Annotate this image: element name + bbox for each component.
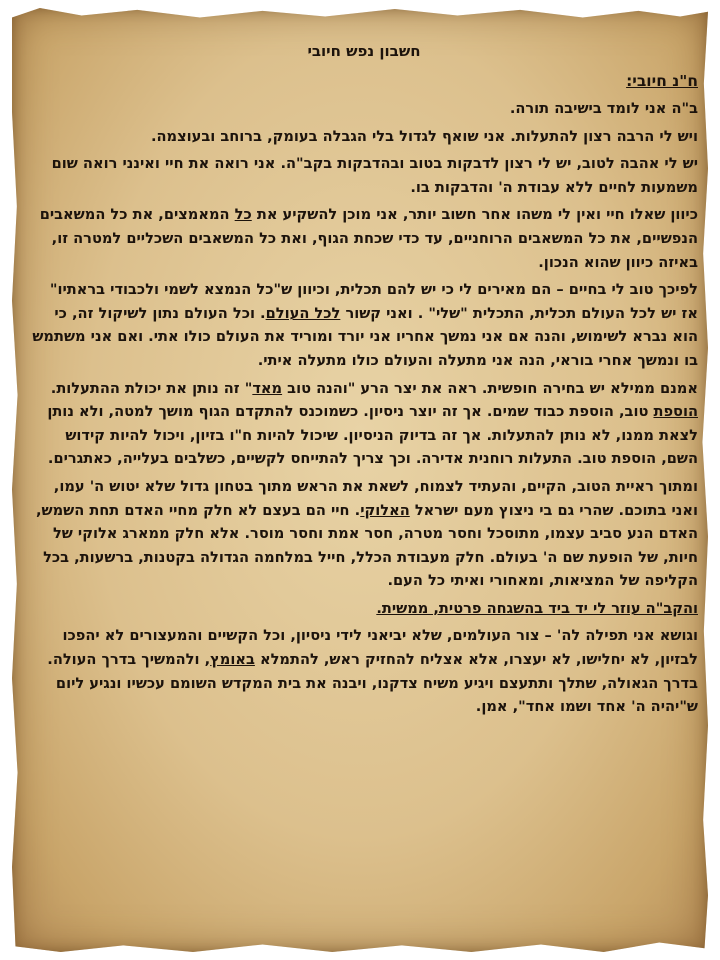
- paragraph: [30, 278, 698, 372]
- paragraph-text: , ולהמשיך בדרך העולה. בדרך הגאולה, שתלך ותתעצם ויגיע משיח צדקנו, ויבנה את בית המקדש השומם עכשיו ונגיע ליום ש"יהיה ה' אחד ושמו אחד", אמן.: [47, 651, 698, 716]
- underlined-text: והקב"ה עוזר לי יד ביד בהשגחה פרטית, ממשית.: [376, 599, 698, 617]
- paragraph-text: " זה נותן את יכולת ההתעלות.: [50, 379, 253, 397]
- underlined-text: האלוקי: [360, 501, 410, 519]
- paragraph-text: כיוון שאלו חיי ואין לי משהו אחר חשוב יותר, אני מוכן להשקיע את: [251, 206, 698, 224]
- paragraph: [30, 475, 698, 593]
- paragraph-text: אמנם ממילא יש בחירה חופשית. ראה את יצר הרע "והנה טוב: [282, 379, 698, 397]
- section-heading: ח"נ חיובי:: [626, 72, 698, 90]
- paragraph: [30, 125, 698, 149]
- paragraph-text: וגושא אני תפילה לה' – צור העולמים, שלא יביאני לידי ניסיון, וכל הקשיים והמעצורים לא יהפכו לבזיון, לא יחלישו, לא יעצרו, אלא אצליח להחזיק ראש, להתמלא: [62, 627, 698, 669]
- underlined-text: כל: [234, 206, 252, 224]
- paragraph-text: ויש לי הרבה רצון להתעלות. אני שואף לגדול בלי הגבלה בעומק, ברוחב ובעוצמה.: [150, 127, 698, 145]
- paragraph: [30, 152, 698, 199]
- paragraph-text: ב"ה אני לומד בישיבה תורה.: [509, 100, 698, 117]
- document-title: חשבון נפש חיובי: [307, 42, 421, 60]
- paragraph-text: טוב, הוספת כבוד שמים. אך זה יוצר ניסיון. כשמוכנס להתקדם הגוף מושך למטה, ולא נותן לצאת ממנו, לא נותן להתעלות. אך זה בדיוק הניסיון. שיכול להיות ח"ו בזיון, ויכול להיות קידוש השם, הוספת טוב. התעלות רוחנית אדירה. וכך צריך להתייחס לקשיים, כשלבים בעלייה, כאתגרים.: [47, 403, 698, 468]
- paragraph-text: המאמצים, את כל המשאבים הנפשיים, את כל המשאבים הרוחניים, עד כדי שכחת הגוף, ואת כל המשאבים השכליים למטרה זו, באיזה כיוון שהוא הנכון.: [39, 206, 698, 271]
- underlined-text: מאד: [252, 379, 283, 397]
- paragraph-text: ומתוך ראיית הטוב, הקיים, והעתיד לצמוח, לשאת את הראש מתוך בטחון גדול שלא יטוש ה' עמו, ואני בתוכם. שהרי גם בי ניצוץ מעם ישראל: [53, 477, 698, 519]
- paragraph-text: יש לי אהבה לטוב, יש לי רצון לדבקות בטוב ובהדבקות בקב"ה. אני רואה את חיי ואינני רואה שום משמעות לחיים ללא עבודת ה' והדבקות בו.: [51, 155, 698, 196]
- paragraph: [30, 97, 698, 121]
- paragraph: [30, 203, 698, 274]
- underlined-text: באומץ: [210, 651, 255, 669]
- paragraph-text: . חיי הם בעצם לא חלק מחיי האדם תחת השמש, האדם הנע סביב עצמו, מתוסכל וחסר מטרה, חסר אמת וחסר מוסר. אלא חלק ממארג אלוקי של חיות, של הופעת שם ה' בעולם. חלק מעבודת הכלל, חייל במלחמה הגדולה בקטנות, ברשעות, בכל הקליפה של המציאות, ומאחורי ואיתי כל העם.: [35, 501, 698, 590]
- document-body: [30, 36, 698, 723]
- paragraph-text: . וכל העולם נתון לשיקול זה, כי הוא נברא לשימוש, והנה אם אני נמשך אחריו אני יורד ומוריד את העולם כולו אתי. ואם אני משתמש בו ונמשך אחרי בוראי, הנה אני מתעלה והעולם כולו מתעלה איתי.: [32, 304, 698, 369]
- paragraph: [30, 597, 698, 621]
- paragraph-text: לפיכך טוב לי בחיים – הם מאירים לי כי יש להם תכלית, וכיוון ש"כל הנמצא לשמי ולכבודי בראתיו" אז יש לכל העולם תכלית, התכלית "שלי" . ואני קשור: [49, 281, 698, 322]
- underlined-text: הוספת: [653, 403, 698, 421]
- paragraphs-container: [30, 97, 698, 719]
- underlined-text: לכל העולם: [265, 304, 341, 322]
- paragraph: [30, 624, 698, 718]
- paragraph: [30, 377, 698, 471]
